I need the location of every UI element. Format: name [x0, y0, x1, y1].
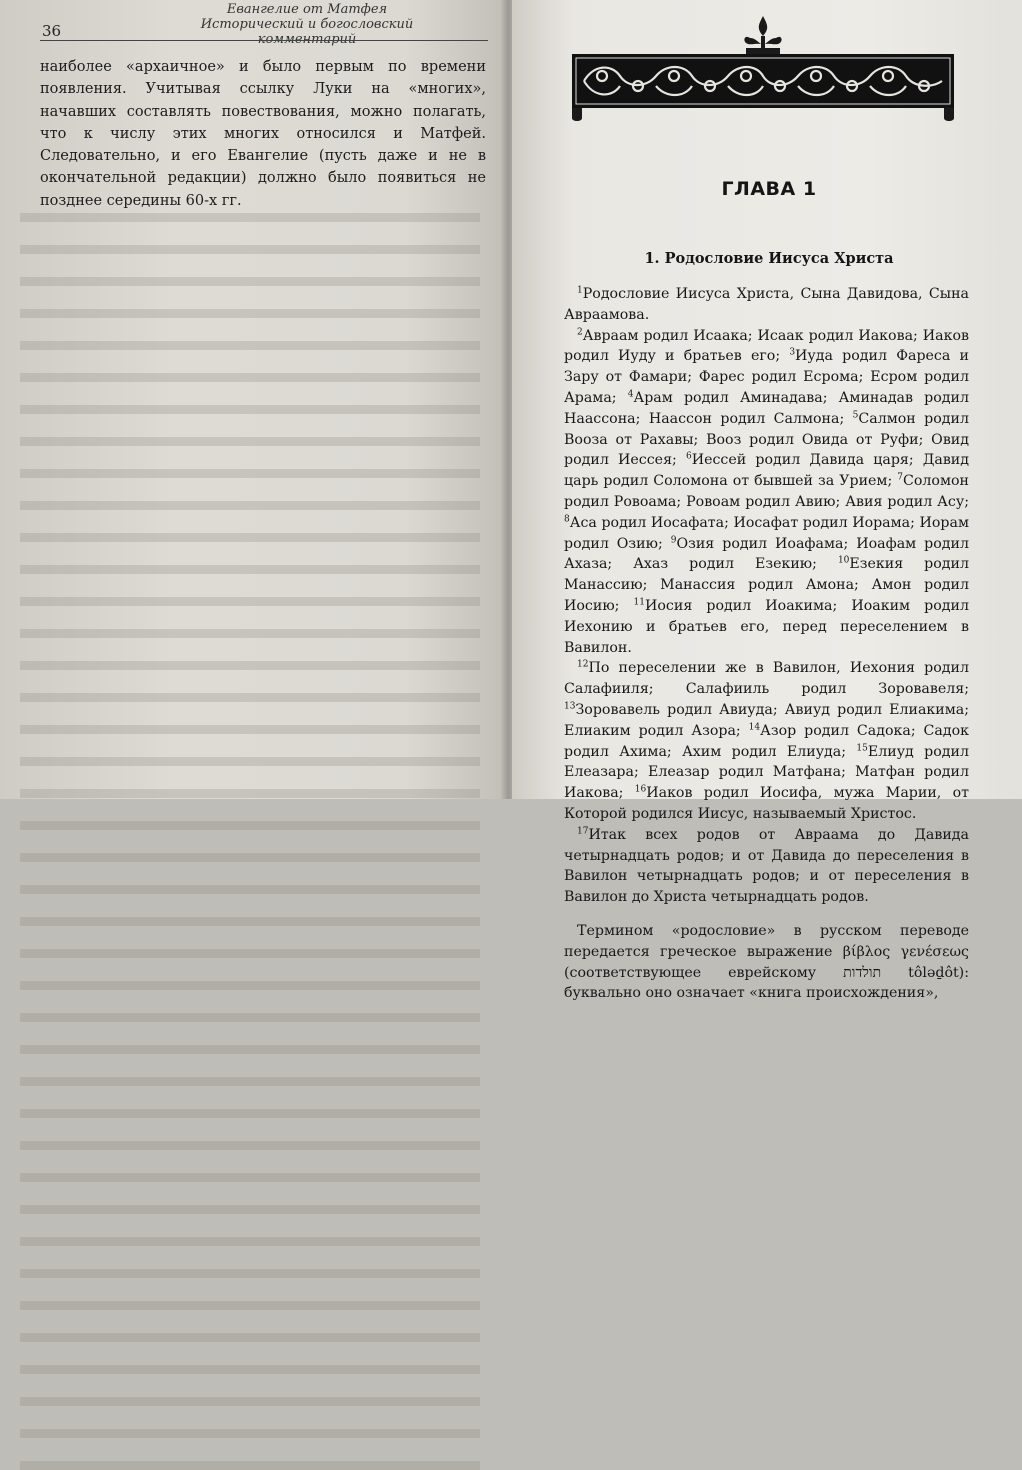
left-page: [0, 0, 505, 799]
verse-number: 4: [627, 389, 634, 400]
verse-text: По переселении же в Вавилон, Иехония родил Салафииля; Салафииль родил Зоровавеля;: [564, 660, 969, 698]
verse-number: 15: [856, 742, 868, 753]
commentary-paragraph: Термином «родословие» в русском переводе передается греческое выражение βίβλος γενέσεως (соответствующее еврейскому תולדות tôlәḏôt): буквально оно означает «книга происхождения»,: [564, 922, 969, 1002]
verse-paragraph: [564, 284, 969, 326]
verse-text: Родословие Иисуса Христа, Сына Давидова, Сына Авраамова.: [564, 286, 969, 323]
verse-number: 17: [577, 825, 589, 836]
verse-text: Езекия родил Манассию; Манассия родил Амона; Амон родил Иосию;: [564, 556, 969, 614]
verse-text: Иессей родил Давида царя; Давид царь родил Соломона от бывшей за Урием;: [564, 452, 969, 490]
verse-number: 8: [564, 514, 570, 525]
verse-text: Салмон родил Вооза от Рахавы; Вооз родил Овида от Руфи; Овид родил Иессея;: [564, 410, 970, 469]
verse-number: 14: [748, 722, 761, 732]
right-page: [512, 0, 1022, 1002]
verse-text: Елиуд родил Елеазара; Елеазар родил Матфана; Матфан родил Иакова;: [564, 743, 969, 802]
verse-text: Арам родил Аминадава; Аминадав родил Наассона; Наассон родил Салмона;: [564, 389, 969, 427]
verse-text: Иаков родил Иосифа, мужа Марии, от Которой родился Иисус, называемый Христос.: [564, 785, 969, 822]
verse-number: 16: [634, 784, 647, 795]
section-title: 1. Родословие Иисуса Христа: [644, 250, 894, 267]
verse-text: Итак всех родов от Авраама до Давида четырнадцать родов; и от Давида до переселения в Вавилон четырнадцать родов; и от переселения в Вавилон до Христа четырнадцать родов.: [564, 826, 969, 906]
running-head-subtitle: Исторический и богословский комментарий: [200, 17, 414, 47]
verse-text: Соломон родил Ровоама; Ровоам родил Авию; Авия родил Асу;: [564, 473, 969, 510]
running-head-title: Евангелие от Матфея: [226, 2, 388, 17]
left-paragraph: наиболее «архаичное» и было первым по времени появления. Учитывая ссылку Луки на «многих», начавших составлять повествования, можно полагать, что к числу этих многих относился и Матфей. Следовательно, и его Евангелие (пусть даже и не в окончательной редакции) должно было появиться не позднее середины 60-х гг.: [40, 59, 486, 209]
verse-text: Иосия родил Иоакима; Иоаким родил Иехонию и братьев его, перед переселением в Вавилон.: [564, 597, 969, 656]
verse-text: Аса родил Иосафата; Иосафат родил Иорама; Иорам родил Озию;: [564, 514, 969, 552]
show-through-text: [20, 190, 480, 790]
verse-number: 6: [685, 451, 692, 462]
verse-number: 13: [564, 701, 576, 712]
verse-text: Авраам родил Исаака; Исаак родил Иакова; Иаков родил Иуду и братьев его;: [564, 327, 969, 365]
verse-number: 9: [670, 534, 677, 545]
verse-text: Азор родил Садока; Садок родил Ахима; Ахим родил Елиуда;: [564, 722, 969, 760]
header-rule: [40, 40, 488, 41]
verse-number: 10: [837, 555, 850, 566]
verse-number: 3: [789, 347, 796, 358]
decorative-headpiece: [562, 14, 964, 124]
verse-number: 2: [577, 326, 583, 337]
left-body-text: [40, 56, 486, 212]
verse-text: Озия родил Иоафама; Иоафам родил Ахаза; Ахаз родил Езекию;: [564, 535, 970, 573]
verse-number: 5: [852, 410, 859, 421]
verse-number: 7: [897, 472, 904, 483]
verse-paragraph: [564, 825, 969, 908]
page-number: 36: [42, 22, 62, 40]
verse-number: 11: [633, 597, 645, 608]
verse-paragraph: [564, 326, 969, 659]
verse-text: Иуда родил Фареса и Зару от Фамари; Фарес родил Есрома; Есром родил Арама;: [564, 348, 969, 406]
chapter-title: ГЛАВА 1: [721, 178, 817, 200]
scripture-text: [564, 284, 969, 1004]
verse-number: 12: [577, 659, 589, 670]
verse-number: 1: [577, 285, 583, 296]
verse-text: Зоровавель родил Авиуда; Авиуд родил Елиакима; Елиаким родил Азора;: [564, 701, 969, 739]
verse-paragraph: [564, 658, 969, 824]
